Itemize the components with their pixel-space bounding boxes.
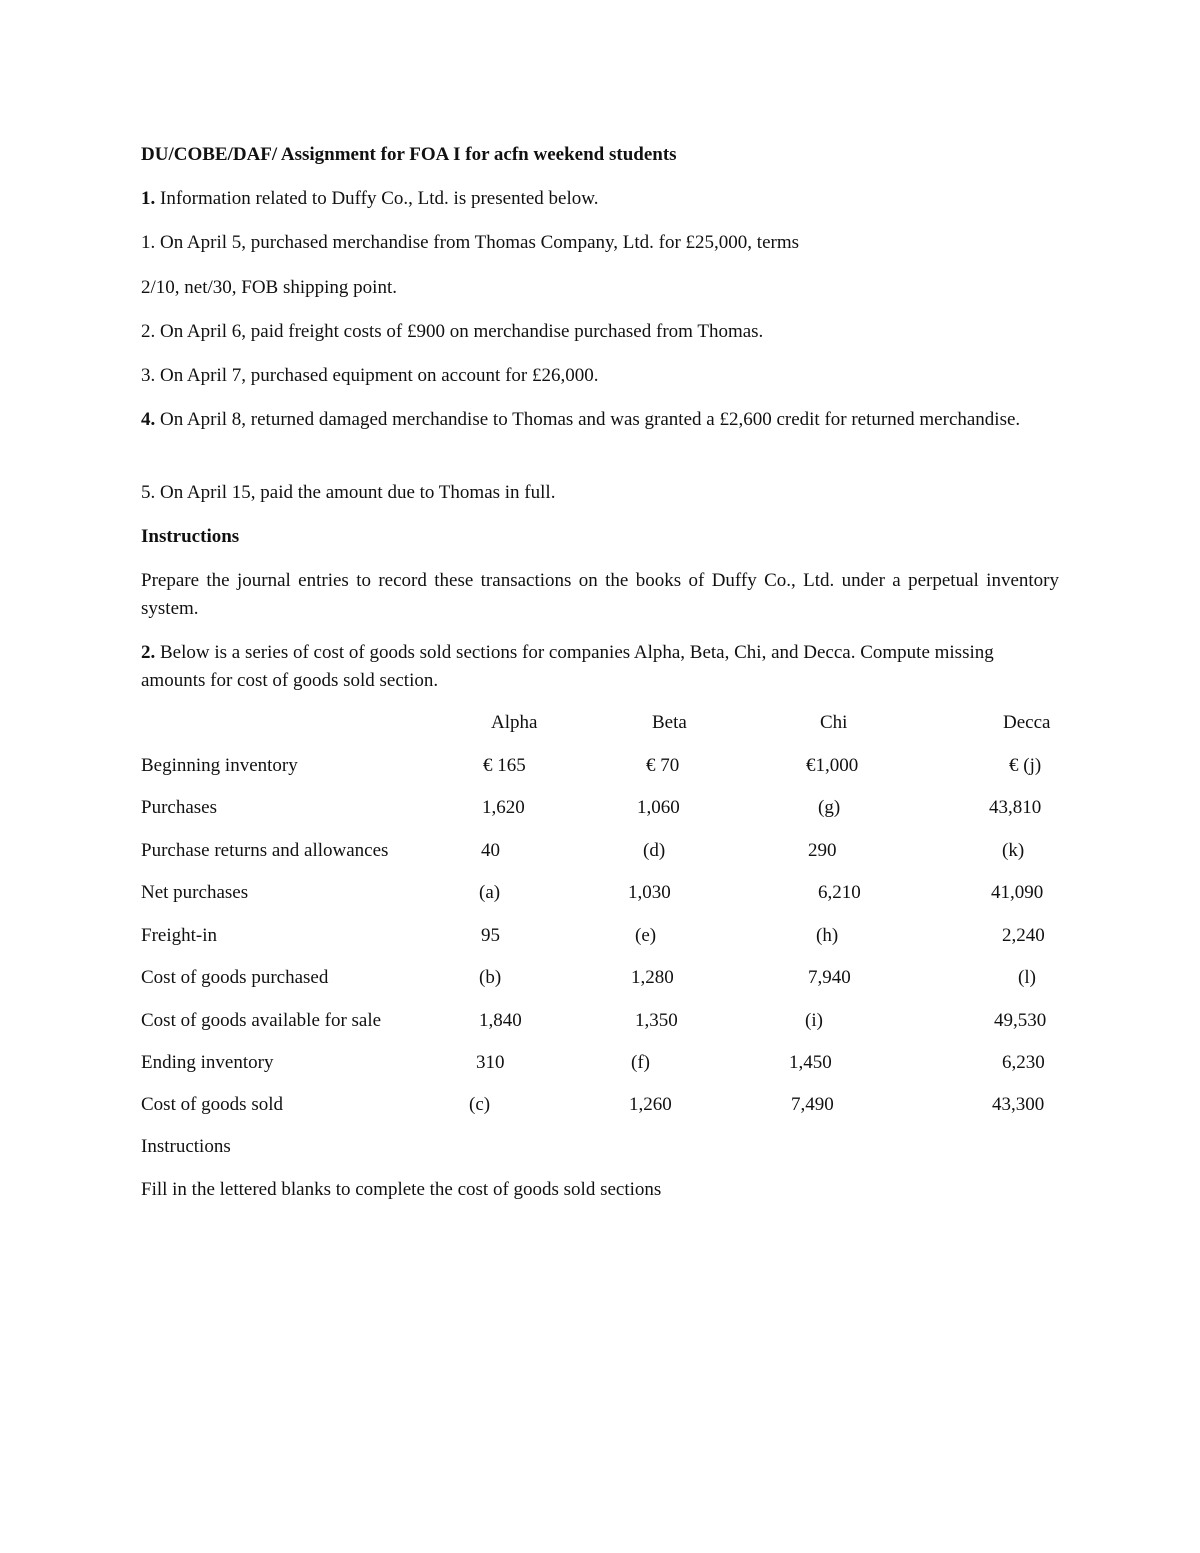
q1-intro: [141, 185, 598, 212]
q1-item-4-number: 4.: [141, 409, 156, 430]
cell-decca-net-purchases: 41,090: [991, 882, 1044, 903]
cell-decca-beginning-inventory: € (j): [1009, 755, 1042, 776]
q2-instructions-heading: Instructions: [141, 1136, 231, 1157]
column-header-decca: Decca: [1003, 712, 1051, 733]
row-label-purchases: Purchases: [141, 797, 217, 818]
row-label-cost-of-goods-sold: Cost of goods sold: [141, 1094, 283, 1115]
cell-alpha-net-purchases: (a): [479, 882, 501, 903]
cell-alpha-purchase-returns: 40: [481, 840, 500, 861]
cell-chi-purchases: (g): [818, 797, 841, 818]
cell-beta-freight-in: (e): [635, 925, 657, 946]
cell-chi-purchase-returns: 290: [808, 840, 837, 861]
q2-number: 2.: [141, 642, 156, 663]
q1-item-3: 3. On April 7, purchased equipment on account for £26,000.: [141, 365, 599, 386]
cell-chi-cost-available-for-sale: (i): [805, 1010, 823, 1031]
q2-intro-text: Below is a series of cost of goods sold sections for companies Alpha, Beta, Chi, and Decca. Compute missing amounts for cost of goods sold section.: [141, 642, 994, 691]
q1-intro-text: Information related to Duffy Co., Ltd. is presented below.: [160, 188, 599, 209]
cell-chi-freight-in: (h): [816, 925, 839, 946]
row-label-freight-in: Freight-in: [141, 925, 217, 946]
q1-instructions-heading: Instructions: [141, 526, 240, 547]
column-header-chi: Chi: [820, 712, 848, 733]
row-label-cost-of-goods-purchased: Cost of goods purchased: [141, 967, 329, 988]
cell-decca-cost-available-for-sale: 49,530: [994, 1010, 1047, 1031]
q1-item-1: 1. On April 5, purchased merchandise from Thomas Company, Ltd. for £25,000, terms: [141, 232, 800, 253]
cell-beta-cost-of-goods-purchased: 1,280: [631, 967, 674, 988]
cell-chi-cost-of-goods-sold: 7,490: [791, 1094, 834, 1115]
row-label-net-purchases: Net purchases: [141, 882, 249, 903]
cell-alpha-freight-in: 95: [481, 925, 500, 946]
cell-decca-freight-in: 2,240: [1002, 925, 1045, 946]
q1-item-5: 5. On April 15, paid the amount due to Thomas in full.: [141, 482, 556, 503]
q1-item-1-continued: 2/10, net/30, FOB shipping point.: [141, 277, 397, 298]
cell-alpha-purchases: 1,620: [482, 797, 525, 818]
cell-beta-ending-inventory: (f): [631, 1052, 650, 1073]
cell-alpha-cost-available-for-sale: 1,840: [479, 1010, 522, 1031]
cell-alpha-cost-of-goods-purchased: (b): [479, 967, 502, 988]
document-page: [141, 0, 1061, 1553]
cell-decca-purchases: 43,810: [989, 797, 1042, 818]
cell-chi-cost-of-goods-purchased: 7,940: [808, 967, 851, 988]
cell-chi-net-purchases: 6,210: [818, 882, 861, 903]
cell-decca-cost-of-goods-purchased: (l): [1018, 967, 1036, 988]
cell-decca-purchase-returns: (k): [1002, 840, 1025, 861]
column-header-alpha: Alpha: [491, 712, 538, 733]
q1-instructions-text: Prepare the journal entries to record these transactions on the books of Duffy Co., Ltd. under a perpetual inventory system.: [141, 570, 1059, 619]
cell-decca-ending-inventory: 6,230: [1002, 1052, 1045, 1073]
cell-alpha-cost-of-goods-sold: (c): [469, 1094, 491, 1115]
cell-beta-beginning-inventory: € 70: [646, 755, 680, 776]
row-label-beginning-inventory: Beginning inventory: [141, 755, 298, 776]
cell-decca-cost-of-goods-sold: 43,300: [992, 1094, 1045, 1115]
q2-instructions-text: Fill in the lettered blanks to complete the cost of goods sold sections: [141, 1179, 662, 1200]
row-label-cost-available-for-sale: Cost of goods available for sale: [141, 1010, 382, 1031]
row-label-ending-inventory: Ending inventory: [141, 1052, 274, 1073]
row-label-purchase-returns: Purchase returns and allowances: [141, 840, 389, 861]
q1-item-2: 2. On April 6, paid freight costs of £900 on merchandise purchased from Thomas.: [141, 321, 764, 342]
q1-item-4-text: On April 8, returned damaged merchandise to Thomas and was granted a £2,600 credit for returned merchandise.: [160, 409, 1021, 430]
cell-beta-cost-available-for-sale: 1,350: [635, 1010, 678, 1031]
cell-beta-purchase-returns: (d): [643, 840, 666, 861]
q2-intro: [141, 639, 1059, 695]
cell-beta-purchases: 1,060: [637, 797, 680, 818]
cell-chi-ending-inventory: 1,450: [789, 1052, 832, 1073]
document-title: DU/COBE/DAF/ Assignment for FOA I for acfn weekend students: [141, 144, 677, 165]
q1-item-4: [141, 406, 1059, 434]
q1-number: 1.: [141, 188, 156, 209]
cell-alpha-ending-inventory: 310: [476, 1052, 505, 1073]
cell-beta-cost-of-goods-sold: 1,260: [629, 1094, 672, 1115]
cell-alpha-beginning-inventory: € 165: [483, 755, 526, 776]
cell-chi-beginning-inventory: €1,000: [806, 755, 859, 776]
cell-beta-net-purchases: 1,030: [628, 882, 671, 903]
column-header-beta: Beta: [652, 712, 687, 733]
